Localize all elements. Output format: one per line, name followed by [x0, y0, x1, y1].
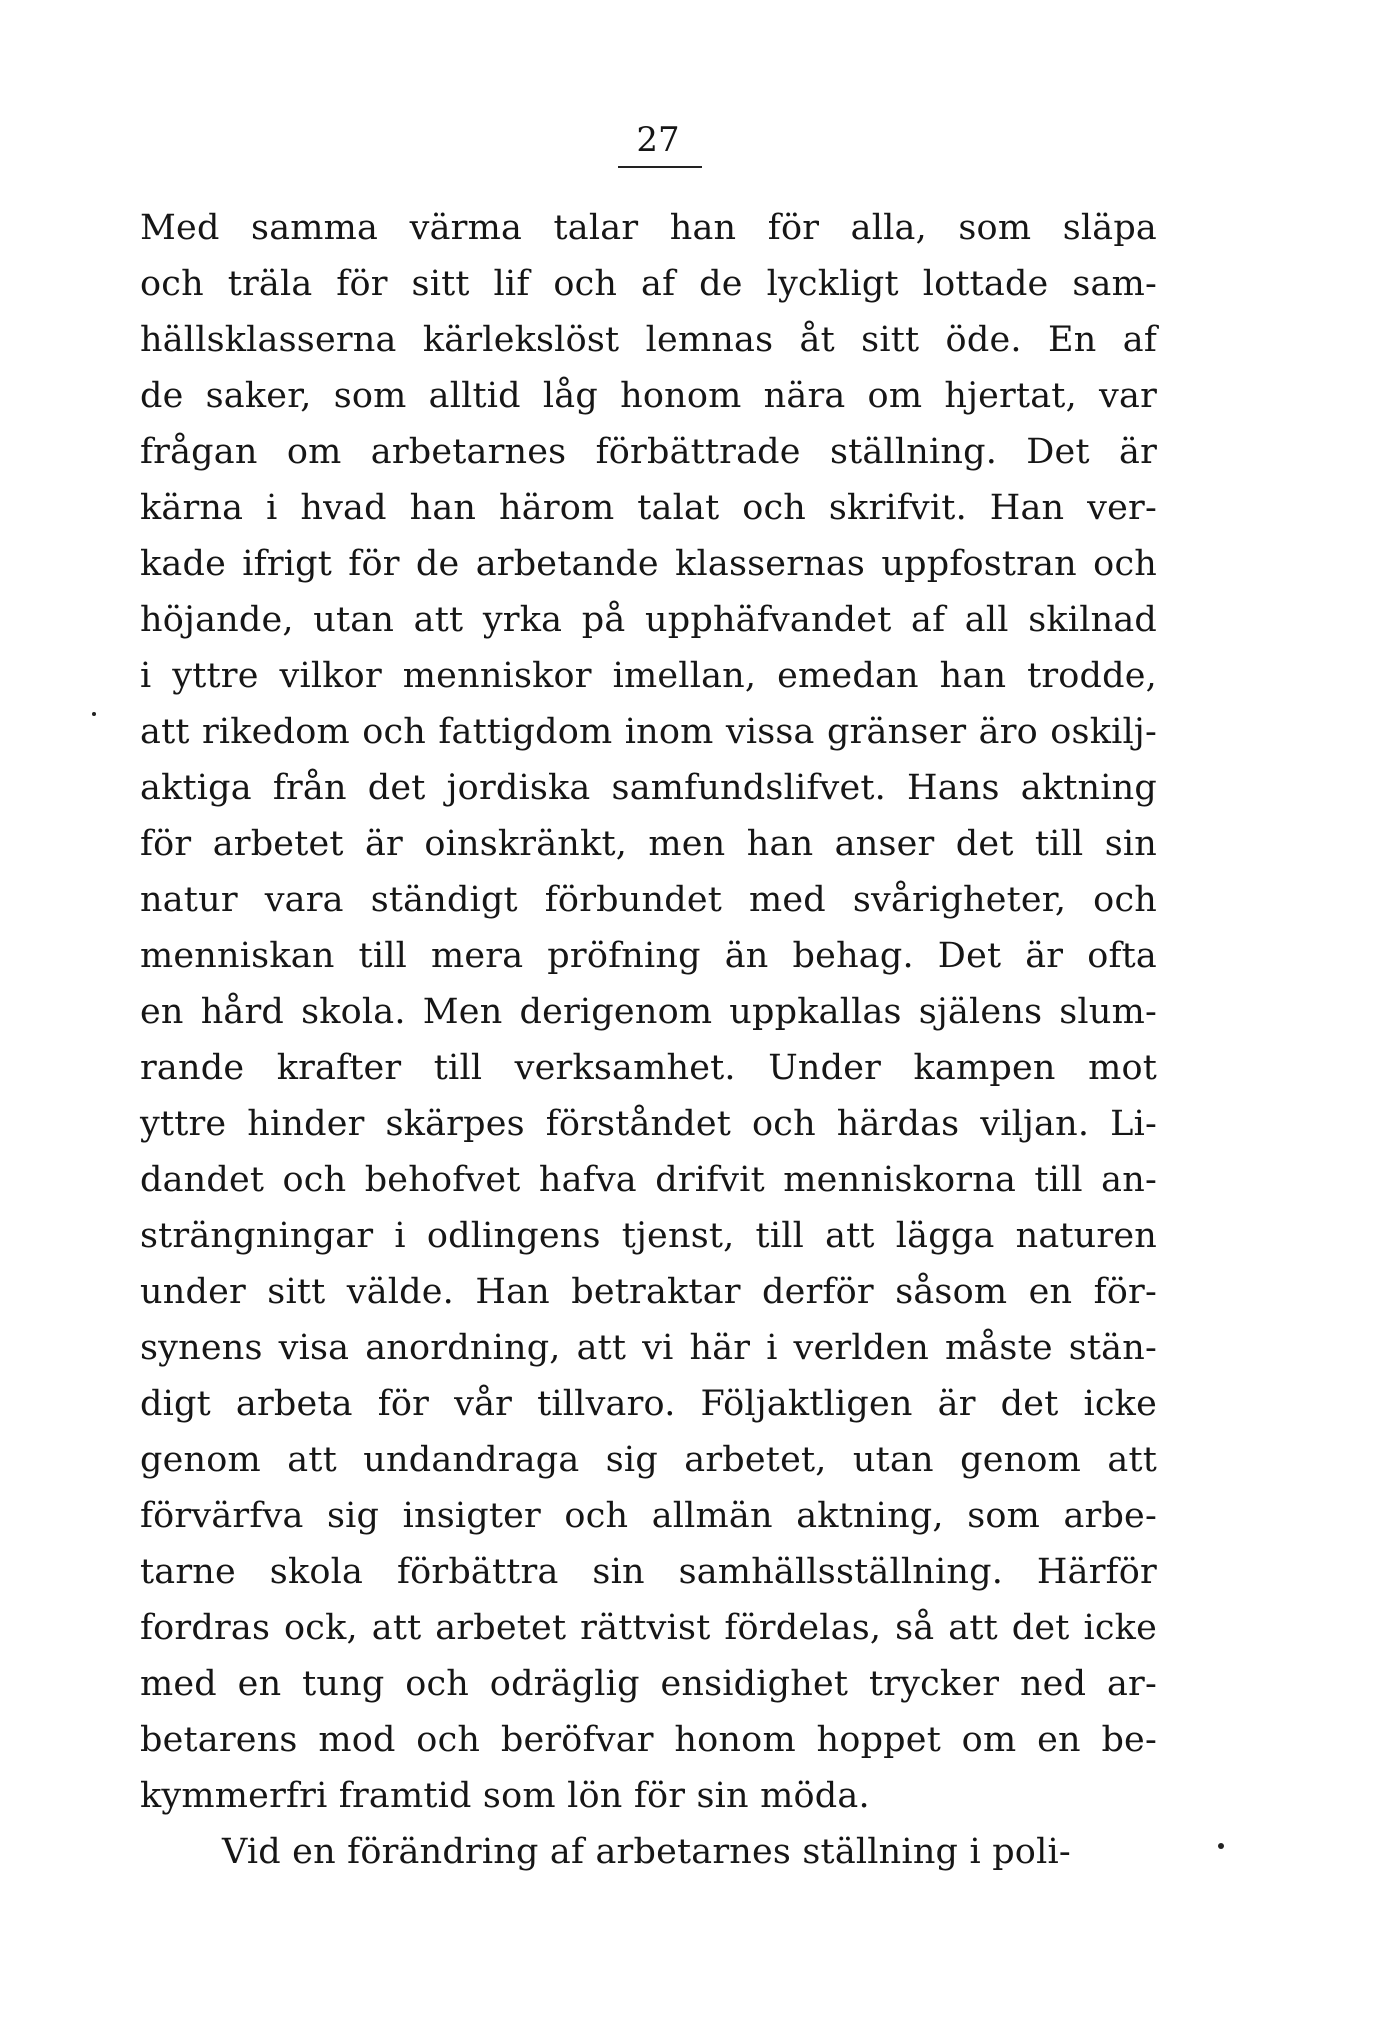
text-line: förvärfva sig insigter och allmän aktning, som arbe- [140, 1496, 1157, 1536]
text-line-paragraph-start: Vid en förändring af arbetarnes ställning i poli- [222, 1832, 1071, 1872]
text-line: med en tung och odräglig ensidighet trycker ned ar- [140, 1664, 1157, 1704]
text-line: och träla för sitt lif och af de lyckligt lottade sam- [140, 264, 1157, 304]
print-speck [1218, 1843, 1224, 1849]
text-line: genom att undandraga sig arbetet, utan genom att [140, 1440, 1157, 1480]
text-line: menniskan till mera pröfning än behag. Det är ofta [140, 936, 1157, 976]
text-line: natur vara ständigt förbundet med svårigheter, och [140, 880, 1157, 920]
print-speck [92, 712, 96, 716]
text-line: kärna i hvad han härom talat och skrifvit. Han ver- [140, 488, 1157, 528]
text-line: tarne skola förbättra sin samhällsställning. Härför [140, 1552, 1157, 1592]
text-line: kade ifrigt för de arbetande klassernas uppfostran och [140, 544, 1157, 584]
page-number-rule [618, 166, 702, 168]
page-number: 27 [636, 120, 680, 160]
text-line: betarens mod och beröfvar honom hoppet om en be- [140, 1720, 1157, 1760]
text-line: dandet och behofvet hafva drifvit menniskorna till an- [140, 1160, 1157, 1200]
text-line: Med samma värma talar han för alla, som släpa [140, 208, 1157, 248]
text-line: höjande, utan att yrka på upphäfvandet af all skilnad [140, 600, 1157, 640]
text-line: rande krafter till verksamhet. Under kampen mot [140, 1048, 1157, 1088]
text-line: en hård skola. Men derigenom uppkallas själens slum- [140, 992, 1157, 1032]
text-line: strängningar i odlingens tjenst, till att lägga naturen [140, 1216, 1157, 1256]
text-line: synens visa anordning, att vi här i verlden måste stän- [140, 1328, 1157, 1368]
text-line: fordras ock, att arbetet rättvist fördelas, så att det icke [140, 1608, 1157, 1648]
text-line: kymmerfri framtid som lön för sin möda. [140, 1776, 870, 1816]
text-line: under sitt välde. Han betraktar derför såsom en för- [140, 1272, 1157, 1312]
text-line: de saker, som alltid låg honom nära om hjertat, var [140, 376, 1157, 416]
text-line: i yttre vilkor menniskor imellan, emedan han trodde, [140, 656, 1157, 696]
text-line: frågan om arbetarnes förbättrade ställning. Det är [140, 432, 1157, 472]
body-text [140, 200, 1157, 1880]
text-line: yttre hinder skärpes förståndet och härdas viljan. Li- [140, 1104, 1157, 1144]
text-line: för arbetet är oinskränkt, men han anser det till sin [140, 824, 1157, 864]
text-line: digt arbeta för vår tillvaro. Följaktligen är det icke [140, 1384, 1157, 1424]
text-line: aktiga från det jordiska samfundslifvet. Hans aktning [140, 768, 1157, 808]
text-line: hällsklasserna kärlekslöst lemnas åt sitt öde. En af [140, 320, 1157, 360]
text-line: att rikedom och fattigdom inom vissa gränser äro oskilj- [140, 712, 1157, 752]
